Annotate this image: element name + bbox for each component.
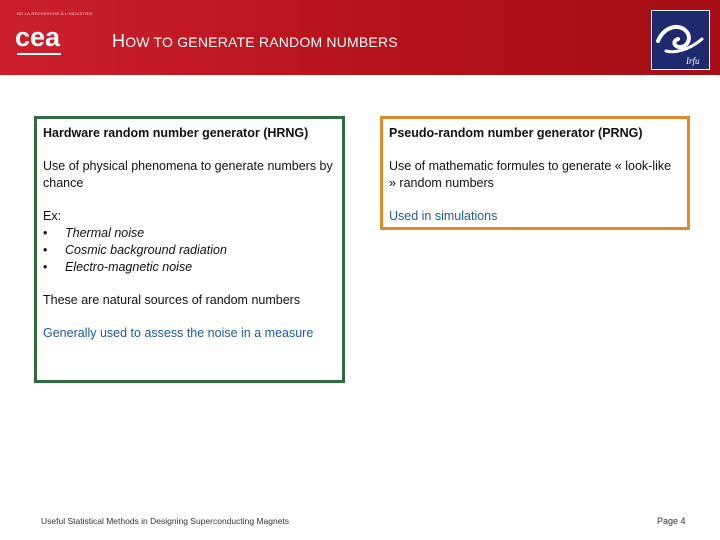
irfu-logo (651, 10, 710, 70)
slide-title: HOW TO GENERATE RANDOM NUMBERS (112, 31, 398, 51)
example-cosmic-background: Cosmic background radiation (65, 243, 227, 257)
svg-text:cea: cea (15, 22, 61, 52)
organization-tagline: DE LA RECHERCHE À L'INDUSTRIE (17, 11, 93, 16)
example-thermal-noise: Thermal noise (65, 226, 145, 240)
example-em-noise: Electro-magnetic noise (65, 260, 193, 274)
examples-label: Ex: (43, 209, 62, 223)
examples-list (43, 225, 336, 276)
cea-logo (15, 22, 77, 60)
hrng-description: Use of physical phenomena to generate numbers by chance (43, 159, 333, 190)
list-item: • Thermal noise (43, 226, 145, 240)
prng-description: Use of mathematic formules to generate « look-like » random numbers (389, 159, 672, 190)
natural-sources-note: These are natural sources of random numbers (43, 293, 301, 307)
list-item: • Electro-magnetic noise (43, 260, 193, 274)
prng-heading: Pseudo-random number generator (PRNG) (389, 126, 643, 140)
hrng-usage: Generally used to assess the noise in a measure (43, 326, 314, 340)
header-banner (0, 0, 720, 75)
prng-usage: Used in simulations (389, 209, 498, 223)
svg-text:Irfu: Irfu (686, 56, 700, 66)
hrng-box (34, 116, 345, 383)
prng-box (380, 116, 690, 230)
footer-title: Useful Statistical Methods in Designing Superconducting Magnets (41, 516, 290, 526)
list-item: • Cosmic background radiation (43, 243, 227, 257)
hrng-heading: Hardware random number generator (HRNG) (43, 126, 309, 140)
page-number: Page 4 (657, 516, 686, 526)
